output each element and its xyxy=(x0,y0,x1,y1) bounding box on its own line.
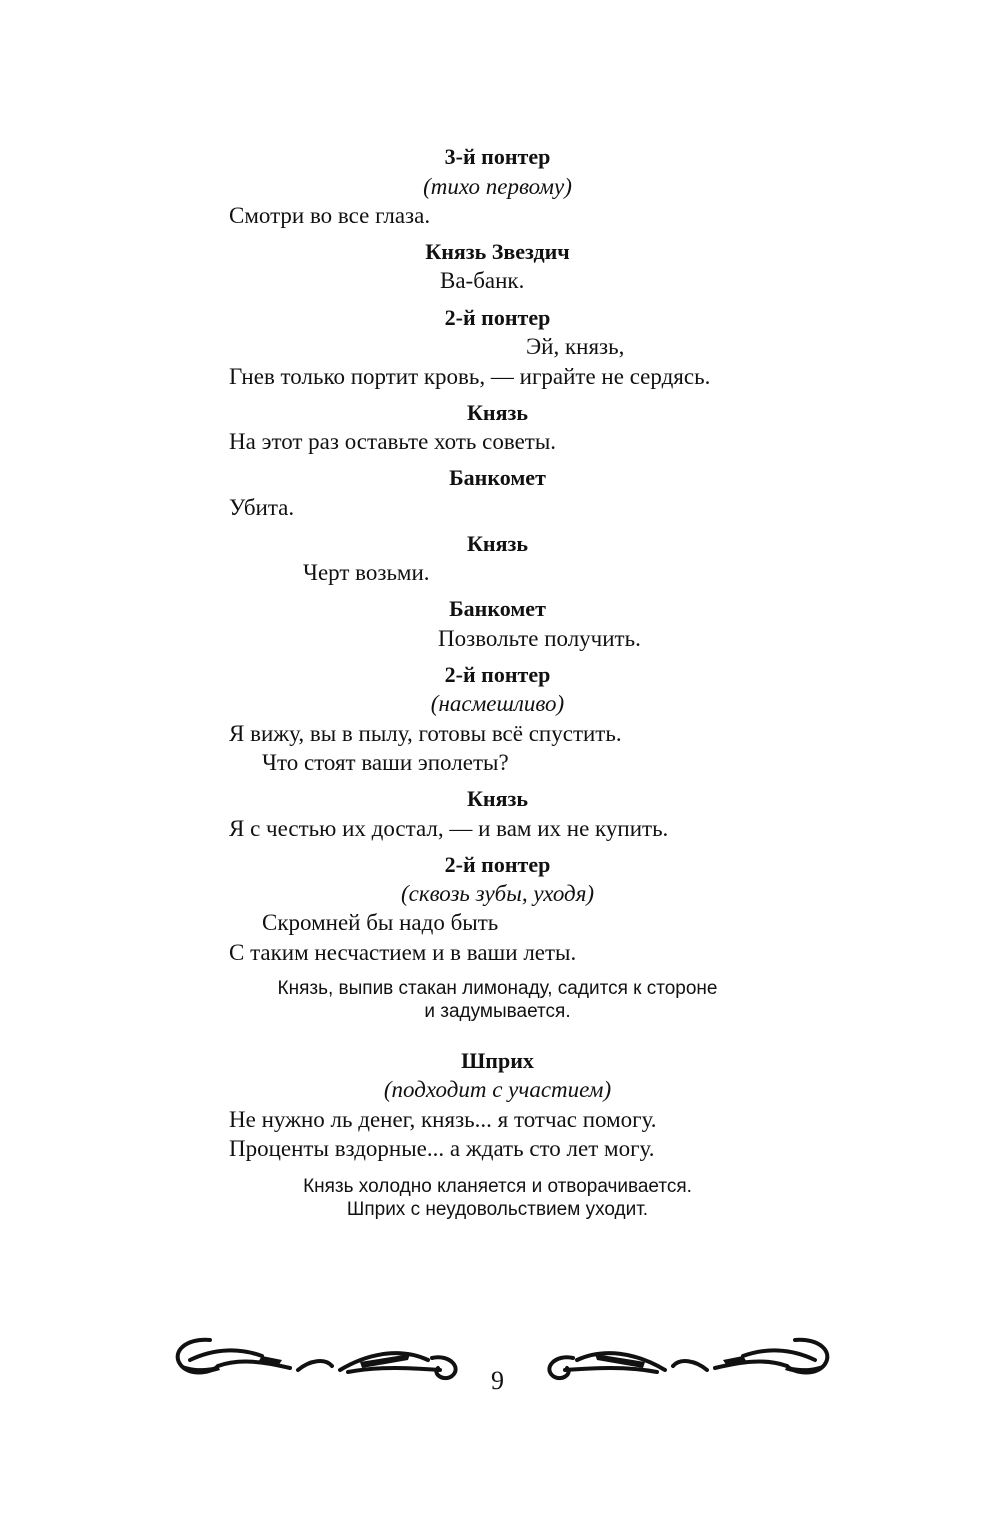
speaker-name: 2-й понтер xyxy=(444,305,551,330)
speaker-name: Князь Звездич xyxy=(425,239,570,264)
verse-line: Гнев только портит кровь, — играйте не сердясь. xyxy=(229,364,711,389)
stage-direction: Князь, выпив стакан лимонаду, садится к стороне xyxy=(277,978,718,999)
verse-line: Эй, князь, xyxy=(526,334,625,359)
speaker-name: Банкомет xyxy=(449,596,546,621)
verse-line: Не нужно ль денег, князь... я тотчас помогу. xyxy=(229,1107,657,1132)
verse-line: Позвольте получить. xyxy=(438,626,641,651)
speaker-name: Шприх xyxy=(461,1048,534,1073)
flourish-right-icon xyxy=(535,1330,835,1390)
verse-line: Я с честью их достал, — и вам их не купить. xyxy=(229,816,669,841)
speaker-name: Банкомет xyxy=(449,465,546,490)
verse-line: Черт возьми. xyxy=(303,560,430,585)
stage-aside: (насмешливо) xyxy=(430,691,565,716)
page-number: 9 xyxy=(491,1366,504,1395)
stage-direction: и задумывается. xyxy=(424,1001,571,1022)
verse-line: Проценты вздорные... а ждать сто лет могу. xyxy=(229,1136,655,1161)
stage-aside: (тихо первому) xyxy=(423,174,572,199)
verse-line: На этот раз оставьте хоть советы. xyxy=(229,429,557,454)
stage-direction: Шприх с неудовольствием уходит. xyxy=(346,1199,649,1220)
speaker-name: Князь xyxy=(466,531,528,556)
verse-line: Скромней бы надо быть xyxy=(262,910,499,935)
verse-line: Я вижу, вы в пылу, готовы всё спустить. xyxy=(229,721,622,746)
verse-line: Ва-банк. xyxy=(440,268,525,293)
stage-direction: Князь холодно кланяется и отворачивается. xyxy=(303,1176,692,1197)
speaker-name: 3-й понтер xyxy=(444,144,551,169)
speaker-name: 2-й понтер xyxy=(444,852,551,877)
stage-aside: (подходит с участием) xyxy=(383,1077,612,1102)
speaker-name: Князь xyxy=(466,400,528,425)
verse-line: Смотри во все глаза. xyxy=(229,203,431,228)
speaker-name: 2-й понтер xyxy=(444,662,551,687)
speaker-name: Князь xyxy=(466,786,528,811)
verse-line: Что стоят ваши эполеты? xyxy=(262,750,509,775)
stage-aside: (сквозь зубы, уходя) xyxy=(400,881,595,906)
verse-line: С таким несчастием и в ваши леты. xyxy=(229,940,577,965)
verse-line: Убита. xyxy=(229,495,295,520)
